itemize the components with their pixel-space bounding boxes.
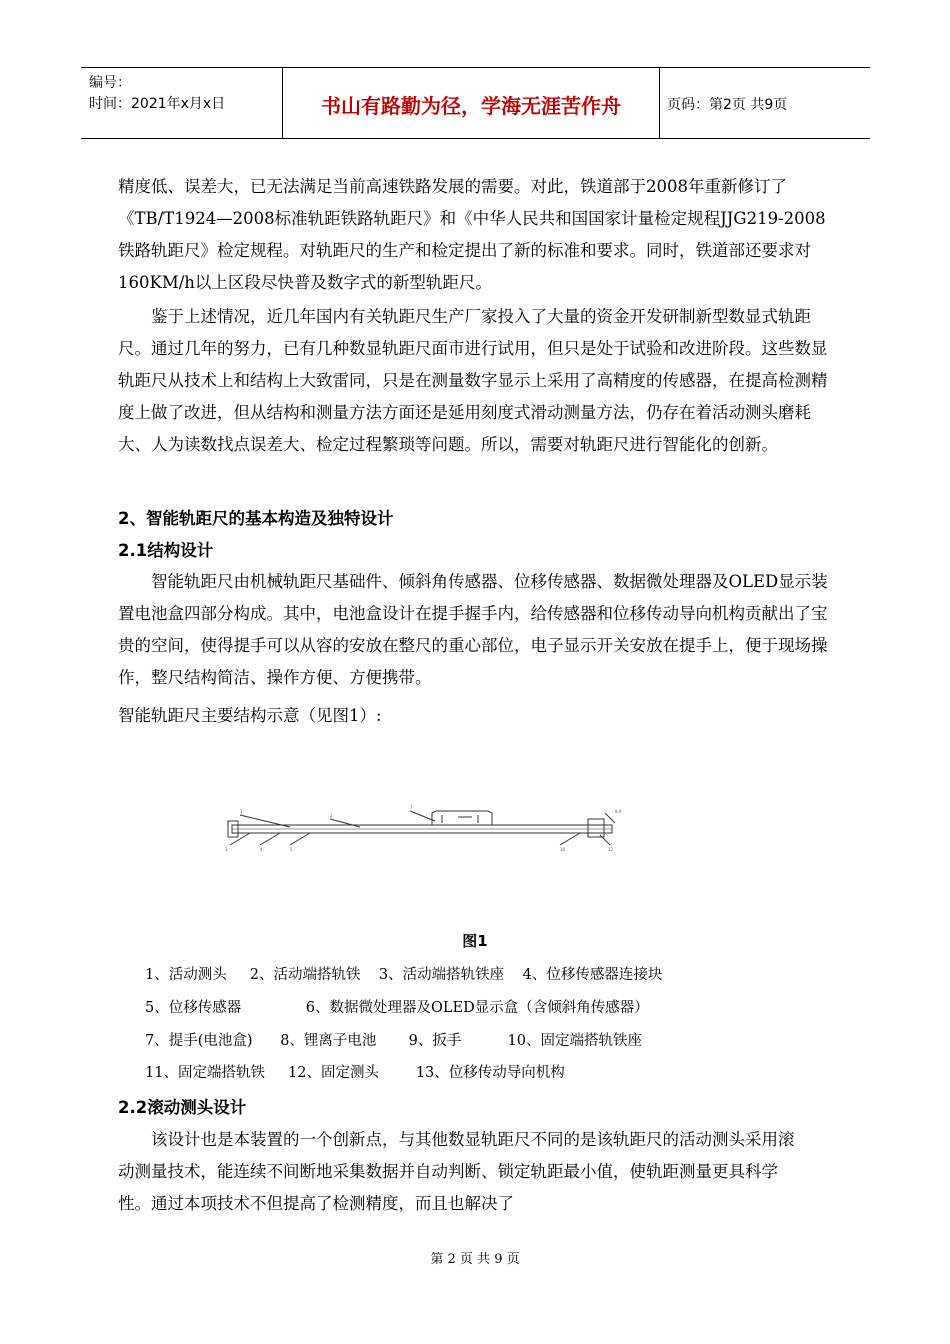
paragraph-5: 该设计也是本装置的一个创新点，与其他数显轨距尺不同的是该轨距尺的活动测头采用滚动测量技术，能连续不间断地采集数据并自动判断、锁定轨距最小值，使轨距测量更具科学性。通过本项技术不但提高了检测精度，而且也解决了 [118, 1130, 795, 1213]
header-divider [659, 68, 660, 138]
svg-text:3: 3 [225, 847, 228, 852]
header-meta [89, 73, 225, 115]
header-motto: 书山有路勤为径，学海无涯苦作舟 [321, 94, 621, 118]
legend-row: 1、活动测头 2、活动端搭轨铁 3、活动端搭轨铁座 4、位移传感器连接块 [145, 967, 663, 983]
page-header [81, 67, 870, 139]
svg-text:10: 10 [560, 847, 566, 852]
svg-text:4: 4 [260, 847, 263, 852]
svg-text:5: 5 [290, 847, 293, 852]
legend-row: 7、提手(电池盒) 8、锂离子电池 9、扳手 10、固定端搭轨铁座 [145, 1033, 642, 1049]
svg-text:8 9: 8 9 [615, 809, 622, 814]
paragraph-3: 智能轨距尺由机械轨距尺基础件、倾斜角传感器、位移传感器、数据微处理器及OLED显示装置电池盒四部分构成。其中，电池盒设计在提手握手内，给传感器和位移传动导向机构贡献出了宝贵的空间，使得提手可以从容的安放在整尺的重心部位，电子显示开关安放在提手上，便于现场操作，整尺结构简洁、操作方便、方便携带。 [118, 572, 828, 687]
paragraph-2: 鉴于上述情况，近几年国内有关轨距尺生产厂家投入了大量的资金开发研制新型数显式轨距尺。通过几年的努力，已有几种数显轨距尺面市进行试用，但只是处于试验和改进阶段。这些数显轨距尺从技术上和结构上大致雷同，只是在测量数字显示上采用了高精度的传感器，在提高检测精度上做了改进，但从结构和测量方法方面还是延用刻度式滑动测量方法，仍存在着活动测头磨耗大、人为读数找点误差大、检定过程繁琐等问题。所以，需要对轨距尺进行智能化的创新。 [118, 307, 828, 454]
paragraph-4: 智能轨距尺主要结构示意（见图1）: [118, 706, 382, 725]
number-label: 编号： [89, 75, 131, 91]
page-footer: 第 2 页 共 9 页 [430, 1252, 520, 1267]
figure-1-diagram [220, 805, 630, 855]
figure-caption: 图1 [462, 932, 488, 950]
section-heading-2-1: 2.1结构设计 [118, 541, 214, 560]
svg-text:12: 12 [608, 847, 614, 852]
section-heading-2-2: 2.2滚动测头设计 [118, 1098, 247, 1117]
legend-row: 5、位移传感器 6、数据微处理器及OLED显示盒（含倾斜角传感器） [145, 1000, 649, 1016]
svg-text:7: 7 [410, 805, 413, 810]
paragraph-1: 精度低、误差大，已无法满足当前高速铁路发展的需要。对此，铁道部于2008年重新修订了《TB/T1924—2008标准轨距铁路轨距尺》和《中华人民共和国国家计量检定规程JJG219-2008铁路轨距尺》检定规程。对轨距尺的生产和检定提出了新的标准和要求。同时，铁道部还要求对160KM/h以上区段尽快普及数字式的新型轨距尺。 [118, 177, 826, 292]
time-label: 时间：2021年x月x日 [89, 96, 226, 112]
legend-row: 11、固定端搭轨铁 12、固定测头 13、位移传动导向机构 [145, 1065, 565, 1081]
section-heading-2: 2、智能轨距尺的基本构造及独特设计 [118, 509, 394, 528]
header-page-info: 页码：第2页 共9页 [667, 97, 788, 113]
svg-text:2: 2 [330, 813, 333, 818]
svg-text:1: 1 [240, 809, 243, 814]
